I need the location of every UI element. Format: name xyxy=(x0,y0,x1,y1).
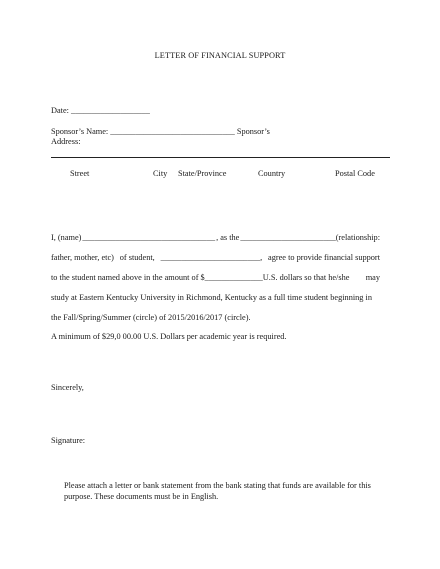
body-line-2-part: father, mother, etc) xyxy=(51,253,114,262)
column-postal-code: Postal Code xyxy=(335,169,375,178)
column-state-province: State/Province xyxy=(178,169,227,178)
sponsor-address-label: Address: xyxy=(51,137,81,146)
address-rule xyxy=(51,157,390,158)
attachment-note: purpose. These documents must be in English. xyxy=(64,492,219,501)
body-line-2-part: ________________________, xyxy=(160,253,263,262)
date-field: Date: ___________________ xyxy=(51,106,150,115)
body-line-1-part: _______________________(relationship: xyxy=(240,233,380,242)
body-line-3 xyxy=(51,273,380,283)
body-line-2-part: of student, xyxy=(119,253,155,262)
minimum-amount-line: A minimum of $29,0 00.00 U.S. Dollars per academic year is required. xyxy=(51,332,287,341)
column-country: Country xyxy=(258,169,286,178)
letter-title: LETTER OF FINANCIAL SUPPORT xyxy=(154,51,286,60)
body-line-3-part: to the student named above in the amount of $______________U.S. dollars so that he/she xyxy=(51,273,350,282)
body-line-1-part: ________________________________ xyxy=(82,233,216,242)
body-line-1-part: I, (name) xyxy=(51,233,82,242)
sponsor-name-field: Sponsor’s Name: ______________________________ Sponsor’s xyxy=(51,127,270,136)
body-line-1-part: , as the xyxy=(216,233,240,242)
body-line-3-part: may xyxy=(365,273,380,282)
closing: Sincerely, xyxy=(51,383,84,392)
body-line-2 xyxy=(51,253,380,263)
column-city: City xyxy=(153,169,168,178)
column-street: Street xyxy=(70,169,90,178)
body-line-4: study at Eastern Kentucky University in Richmond, Kentucky as a full time student beginning in xyxy=(51,293,372,302)
body-line-1 xyxy=(51,233,380,243)
attachment-note: Please attach a letter or bank statement from the bank stating that funds are available for this xyxy=(64,481,371,490)
signature-label: Signature: xyxy=(51,436,86,445)
body-line-5: the Fall/Spring/Summer (circle) of 2015/2016/2017 (circle). xyxy=(51,313,251,322)
body-line-2-part: agree to provide financial support xyxy=(268,253,380,262)
